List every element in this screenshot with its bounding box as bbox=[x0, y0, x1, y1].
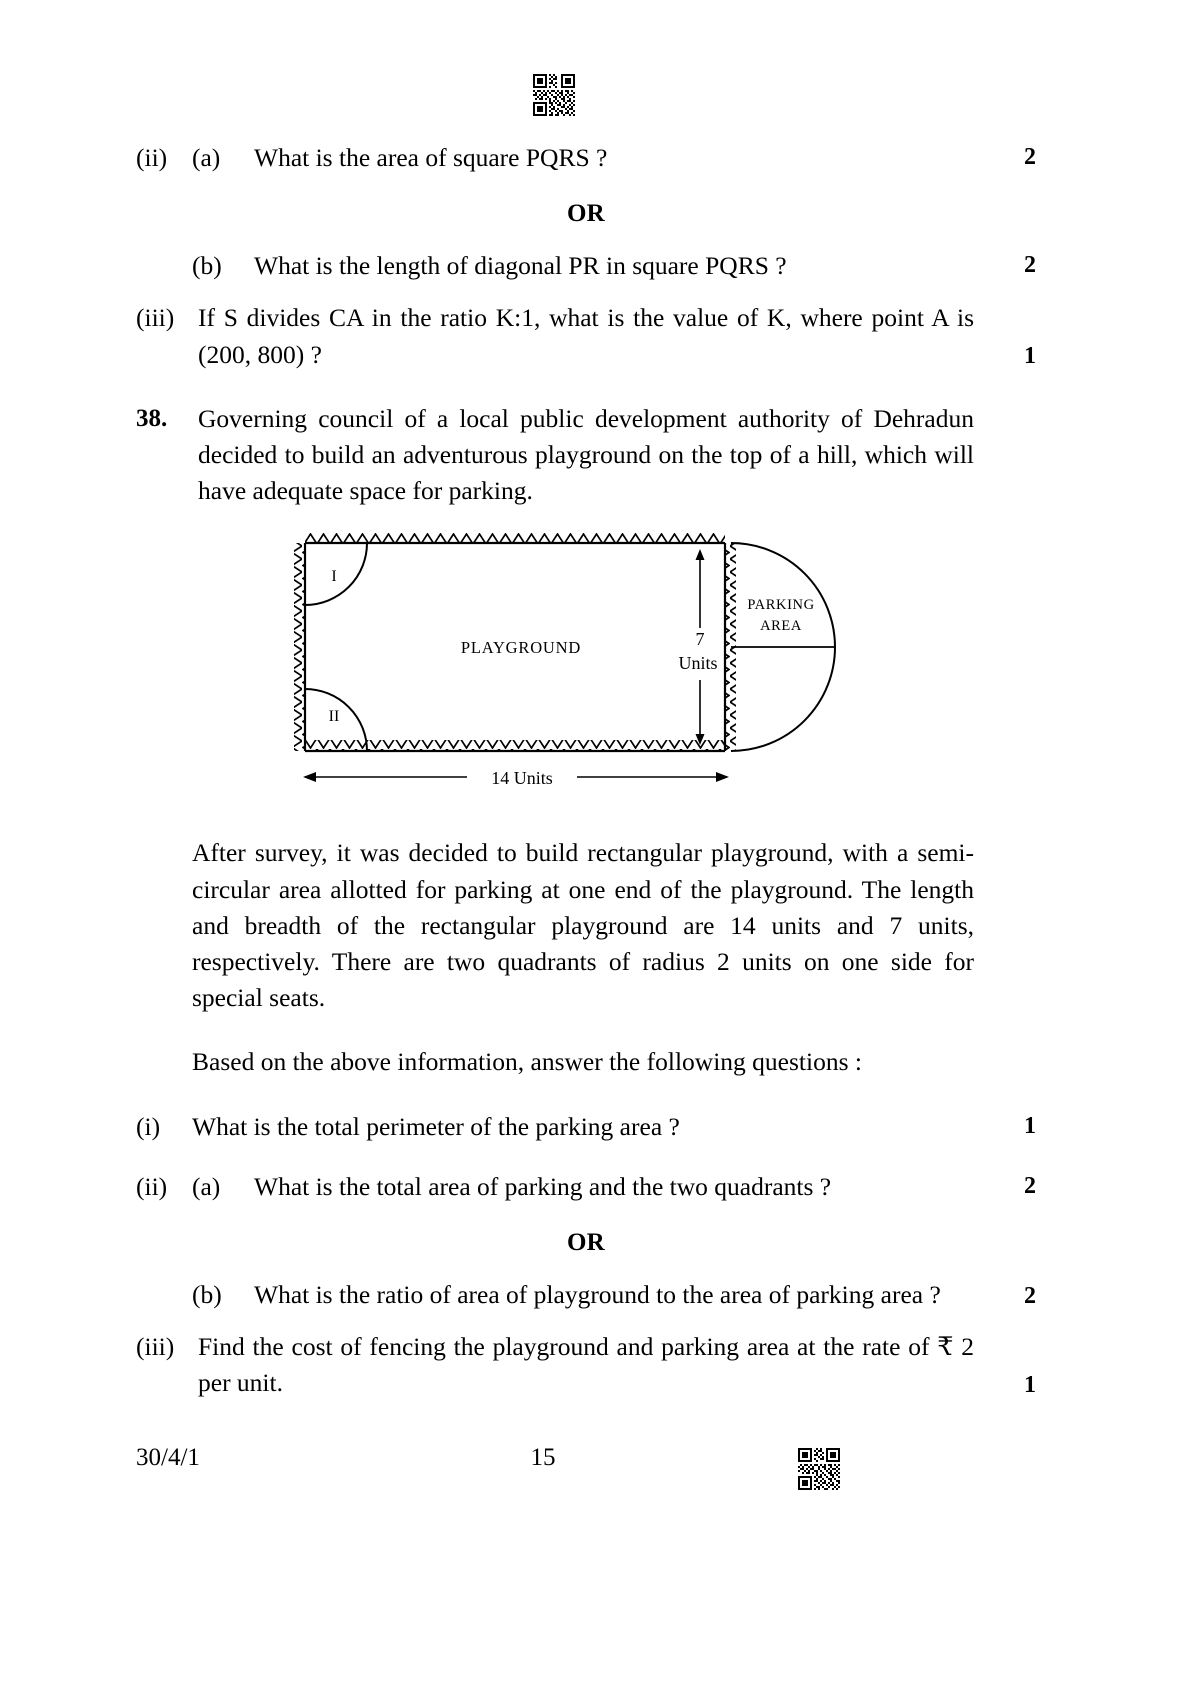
question-item bbox=[136, 300, 1036, 372]
item-text: Find the cost of fencing the playground and parking area at the rate of ₹ 2 per unit. bbox=[198, 1332, 974, 1398]
item-roman-label: (iii) bbox=[136, 303, 175, 333]
item-text: What is the length of diagonal PR in square PQRS ? bbox=[254, 251, 787, 281]
question-item bbox=[136, 1109, 1036, 1145]
qr-code-top bbox=[533, 74, 575, 116]
width-arrow-left bbox=[303, 772, 316, 782]
item-marks: 1 bbox=[1024, 1112, 1036, 1139]
playground-label: PLAYGROUND bbox=[460, 638, 582, 658]
item-marks: 1 bbox=[1024, 342, 1036, 369]
item-alpha-label: (b) bbox=[192, 251, 222, 281]
question-item bbox=[136, 1329, 1036, 1401]
item-alpha-label: (b) bbox=[192, 1280, 222, 1310]
question-number: 38. bbox=[136, 404, 168, 432]
page-number: 15 bbox=[530, 1444, 556, 1471]
question-38 bbox=[136, 401, 1036, 510]
height-arrow-up bbox=[696, 549, 705, 560]
question-item bbox=[136, 1277, 1036, 1313]
item-marks: 2 bbox=[1024, 1172, 1036, 1199]
item-marks: 2 bbox=[1024, 144, 1036, 170]
item-roman-label: (ii) bbox=[136, 143, 168, 172]
parking-label-line1: PARKING bbox=[747, 597, 815, 614]
qr-code-bottom bbox=[798, 1448, 840, 1490]
parking-label-line2: AREA bbox=[760, 618, 802, 635]
item-roman-label: (iii) bbox=[136, 1332, 175, 1362]
question-38-body: After survey, it was decided to build rectangular playground, with a semi-circular area allotted for parking at one end of the playground. The length and breadth of the rectangular playground are 14 units and 7 units, respectively. There are two quadrants of radius 2 units on one side for special seats. bbox=[192, 838, 974, 1013]
height-label-value: 7 bbox=[695, 629, 705, 650]
fence-left bbox=[294, 543, 305, 751]
item-roman-label: (i) bbox=[136, 1111, 161, 1141]
item-marks: 2 bbox=[1024, 252, 1036, 279]
width-label: 14 Units bbox=[491, 768, 553, 789]
item-text: What is the area of square PQRS ? bbox=[254, 143, 608, 172]
item-roman-label: (ii) bbox=[136, 1171, 168, 1201]
item-text: What is the total perimeter of the parking area ? bbox=[192, 1111, 680, 1141]
question-38-instruction: Based on the above information, answer the following questions : bbox=[192, 1047, 862, 1077]
or-divider: OR bbox=[566, 200, 606, 228]
item-marks: 2 bbox=[1024, 1283, 1036, 1310]
height-label-unit: Units bbox=[678, 653, 718, 674]
question-38-intro: Governing council of a local public development authority of Dehradun decided to build an adventurous playground on the top of a hill, which will have adequate space for parking. bbox=[198, 403, 974, 506]
question-item bbox=[136, 140, 1036, 176]
paper-code: 30/4/1 bbox=[136, 1444, 200, 1471]
quadrant-1-label: I bbox=[331, 568, 337, 586]
or-divider: OR bbox=[566, 1229, 606, 1257]
item-text: If S divides CA in the ratio K:1, what is the value of K, where point A is (200, 800) ? bbox=[198, 303, 974, 369]
question-38-body-row bbox=[136, 835, 1036, 1016]
question-item bbox=[136, 248, 1036, 284]
question-item bbox=[136, 1169, 1036, 1205]
page-footer bbox=[136, 1444, 1036, 1472]
item-text: What is the total area of parking and the two quadrants ? bbox=[254, 1171, 832, 1201]
quadrant-2-label: II bbox=[328, 708, 340, 726]
item-alpha-label: (a) bbox=[192, 143, 221, 172]
page-content bbox=[136, 140, 1036, 1402]
question-38-instruction-row bbox=[136, 1044, 1036, 1080]
playground-parking-diagram bbox=[291, 533, 881, 801]
width-arrow-right bbox=[716, 772, 729, 782]
fence-top bbox=[305, 533, 725, 544]
playground-figure-wrap bbox=[136, 533, 1036, 801]
item-text: What is the ratio of area of playground to the area of parking area ? bbox=[254, 1280, 941, 1310]
item-alpha-label: (a) bbox=[192, 1171, 221, 1201]
item-marks: 1 bbox=[1024, 1371, 1036, 1398]
